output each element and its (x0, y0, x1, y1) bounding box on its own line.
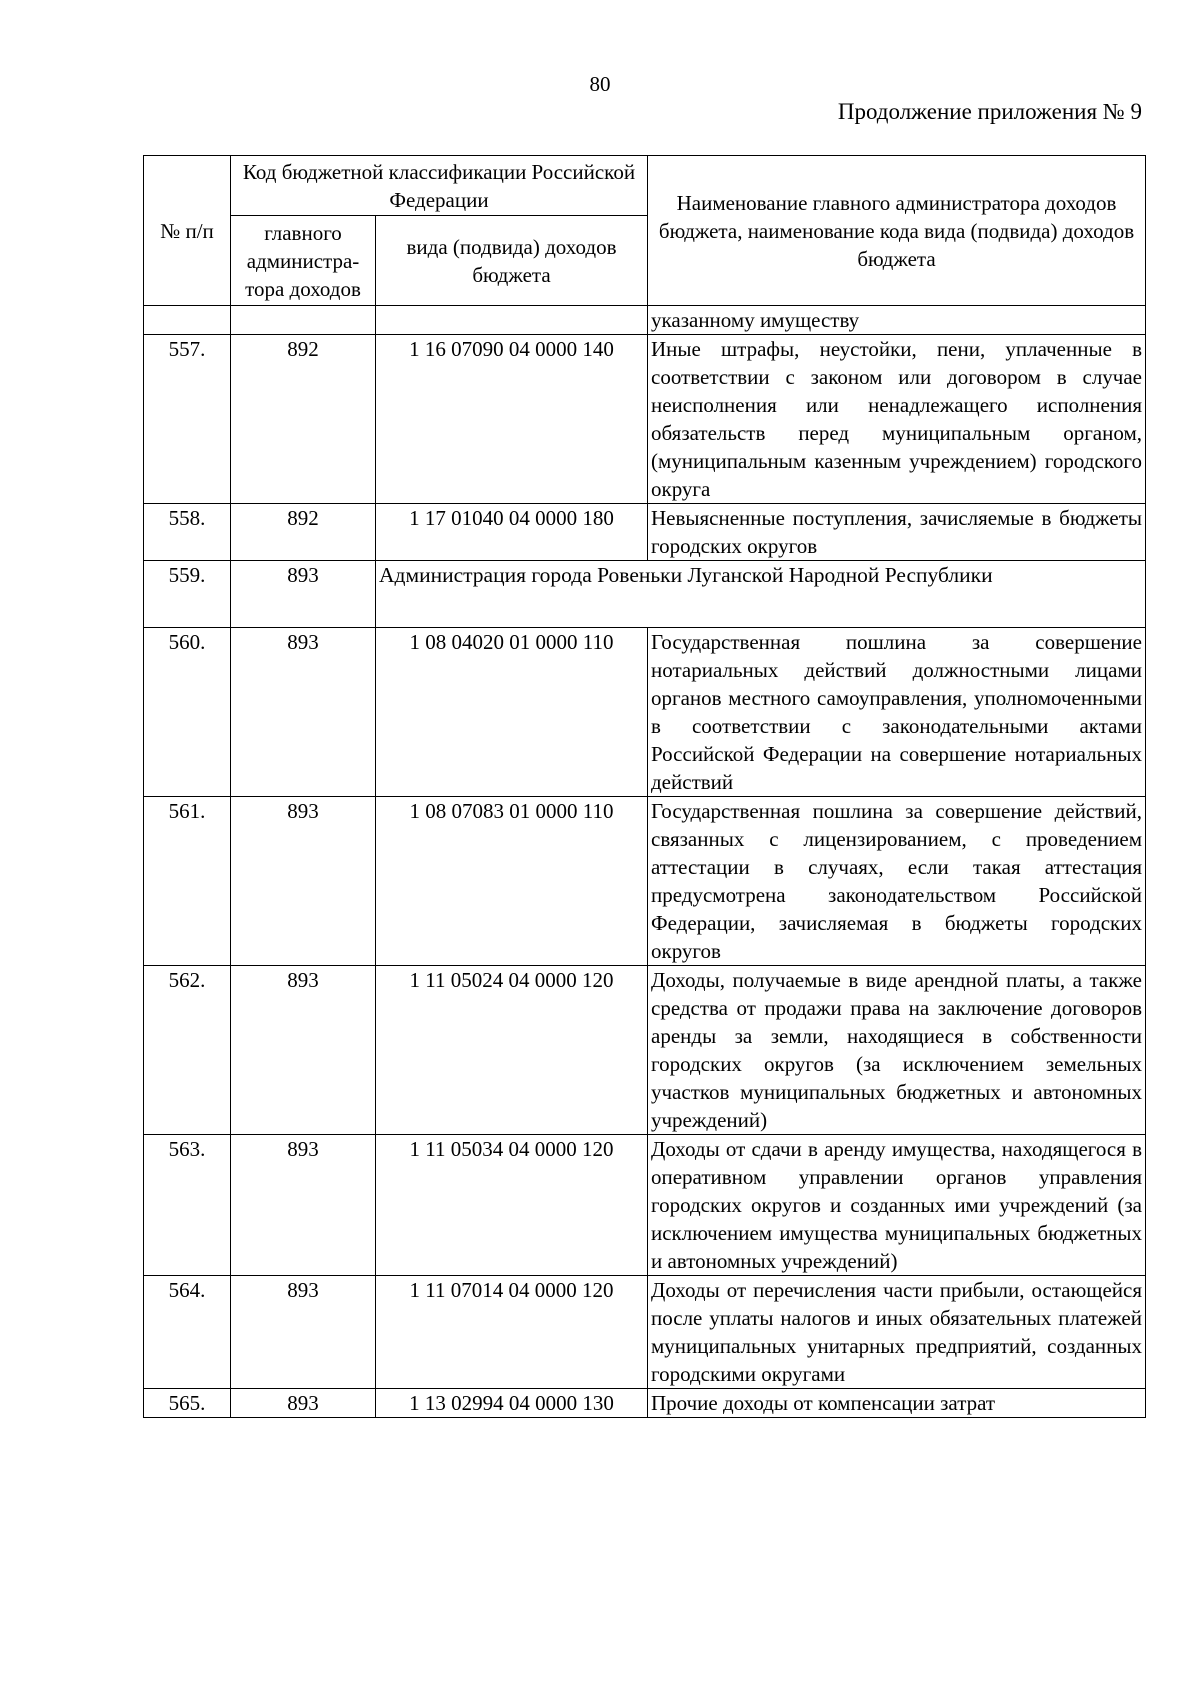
cell-code: 1 08 07083 01 0000 110 (376, 797, 648, 966)
cell-name: Государственная пошлина за совершение нотариальных действий должностными лицами органов местного самоуправления, уполномоченными в соответствии с законодательными актами Российской Федерации на совершение нотариальных действий (648, 628, 1146, 797)
cell-admin: 893 (231, 1135, 376, 1276)
cell-name: Иные штрафы, неустойки, пени, уплаченные в соответствии с законом или договором в случае неисполнения или ненадлежащего исполнения обязательств перед муниципальным органом, (муниципальным казенным учреждением) городского округа (648, 335, 1146, 504)
cell-num: 559. (144, 561, 231, 628)
cell-code: 1 11 07014 04 0000 120 (376, 1276, 648, 1389)
cell-code: 1 11 05034 04 0000 120 (376, 1135, 648, 1276)
cell-name: Прочие доходы от компенсации затрат (648, 1389, 1146, 1418)
header-code: вида (подвида) доходов бюджета (376, 216, 648, 306)
cell-admin: 893 (231, 1276, 376, 1389)
cell-admin: 893 (231, 797, 376, 966)
cell-code: 1 13 02994 04 0000 130 (376, 1389, 648, 1418)
cell-code: 1 16 07090 04 0000 140 (376, 335, 648, 504)
cell-num: 558. (144, 504, 231, 561)
table-row (144, 504, 1146, 561)
cell-admin: 893 (231, 628, 376, 797)
cell-code: 1 11 05024 04 0000 120 (376, 966, 648, 1135)
budget-classification-table (143, 155, 1146, 1418)
table-row (144, 335, 1146, 504)
cell-name: Государственная пошлина за совершение действий, связанных с лицензированием, с проведением аттестации в случаях, если такая аттестация предусмотрена законодательством Российской Федерации, зачисляемая в бюджеты городских округов (648, 797, 1146, 966)
section-title: Администрация города Ровеньки Луганской Народной Республики (376, 561, 1146, 628)
table-row (144, 1389, 1146, 1418)
cell-name: Доходы, получаемые в виде арендной платы, а также средства от продажи права на заключение договоров аренды за земли, находящиеся в собственности городских округов (за исключением земельных участков муниципальных бюджетных и автономных учреждений) (648, 966, 1146, 1135)
table-body (144, 306, 1146, 1418)
table-row (144, 561, 1146, 628)
cell-code (376, 306, 648, 335)
cell-code: 1 08 04020 01 0000 110 (376, 628, 648, 797)
cell-num: 560. (144, 628, 231, 797)
cell-code: 1 17 01040 04 0000 180 (376, 504, 648, 561)
cell-admin: 892 (231, 335, 376, 504)
cell-num: 561. (144, 797, 231, 966)
header-name: Наименование главного администратора доходов бюджета, наименование кода вида (подвида) доходов бюджета (648, 156, 1146, 306)
header-num: № п/п (144, 156, 231, 306)
cell-num: 563. (144, 1135, 231, 1276)
table-row (144, 797, 1146, 966)
header-admin: главного администра-тора доходов (231, 216, 376, 306)
cell-admin: 893 (231, 1389, 376, 1418)
table-row (144, 628, 1146, 797)
cell-name: Невыясненные поступления, зачисляемые в бюджеты городских округов (648, 504, 1146, 561)
continuation-row (144, 306, 1146, 335)
cell-name: Доходы от перечисления части прибыли, остающейся после уплаты налогов и иных обязательных платежей муниципальных унитарных предприятий, созданных городскими округами (648, 1276, 1146, 1389)
table-row (144, 1135, 1146, 1276)
cell-num: 565. (144, 1389, 231, 1418)
cell-admin: 892 (231, 504, 376, 561)
cell-admin: 893 (231, 966, 376, 1135)
cell-admin (231, 306, 376, 335)
cell-admin: 893 (231, 561, 376, 628)
cell-name: указанному имуществу (648, 306, 1146, 335)
continuation-note: Продолжение приложения № 9 (837, 99, 1142, 124)
header-code-group: Код бюджетной классификации Российской Федерации (231, 156, 648, 216)
cell-num (144, 306, 231, 335)
cell-num: 562. (144, 966, 231, 1135)
cell-name: Доходы от сдачи в аренду имущества, находящегося в оперативном управлении органов управления городских округов и созданных ими учреждений (за исключением имущества муниципальных бюджетных и автономных учреждений) (648, 1135, 1146, 1276)
table-row (144, 1276, 1146, 1389)
cell-num: 564. (144, 1276, 231, 1389)
page-number: 80 (589, 72, 611, 96)
cell-num: 557. (144, 335, 231, 504)
table-row (144, 966, 1146, 1135)
